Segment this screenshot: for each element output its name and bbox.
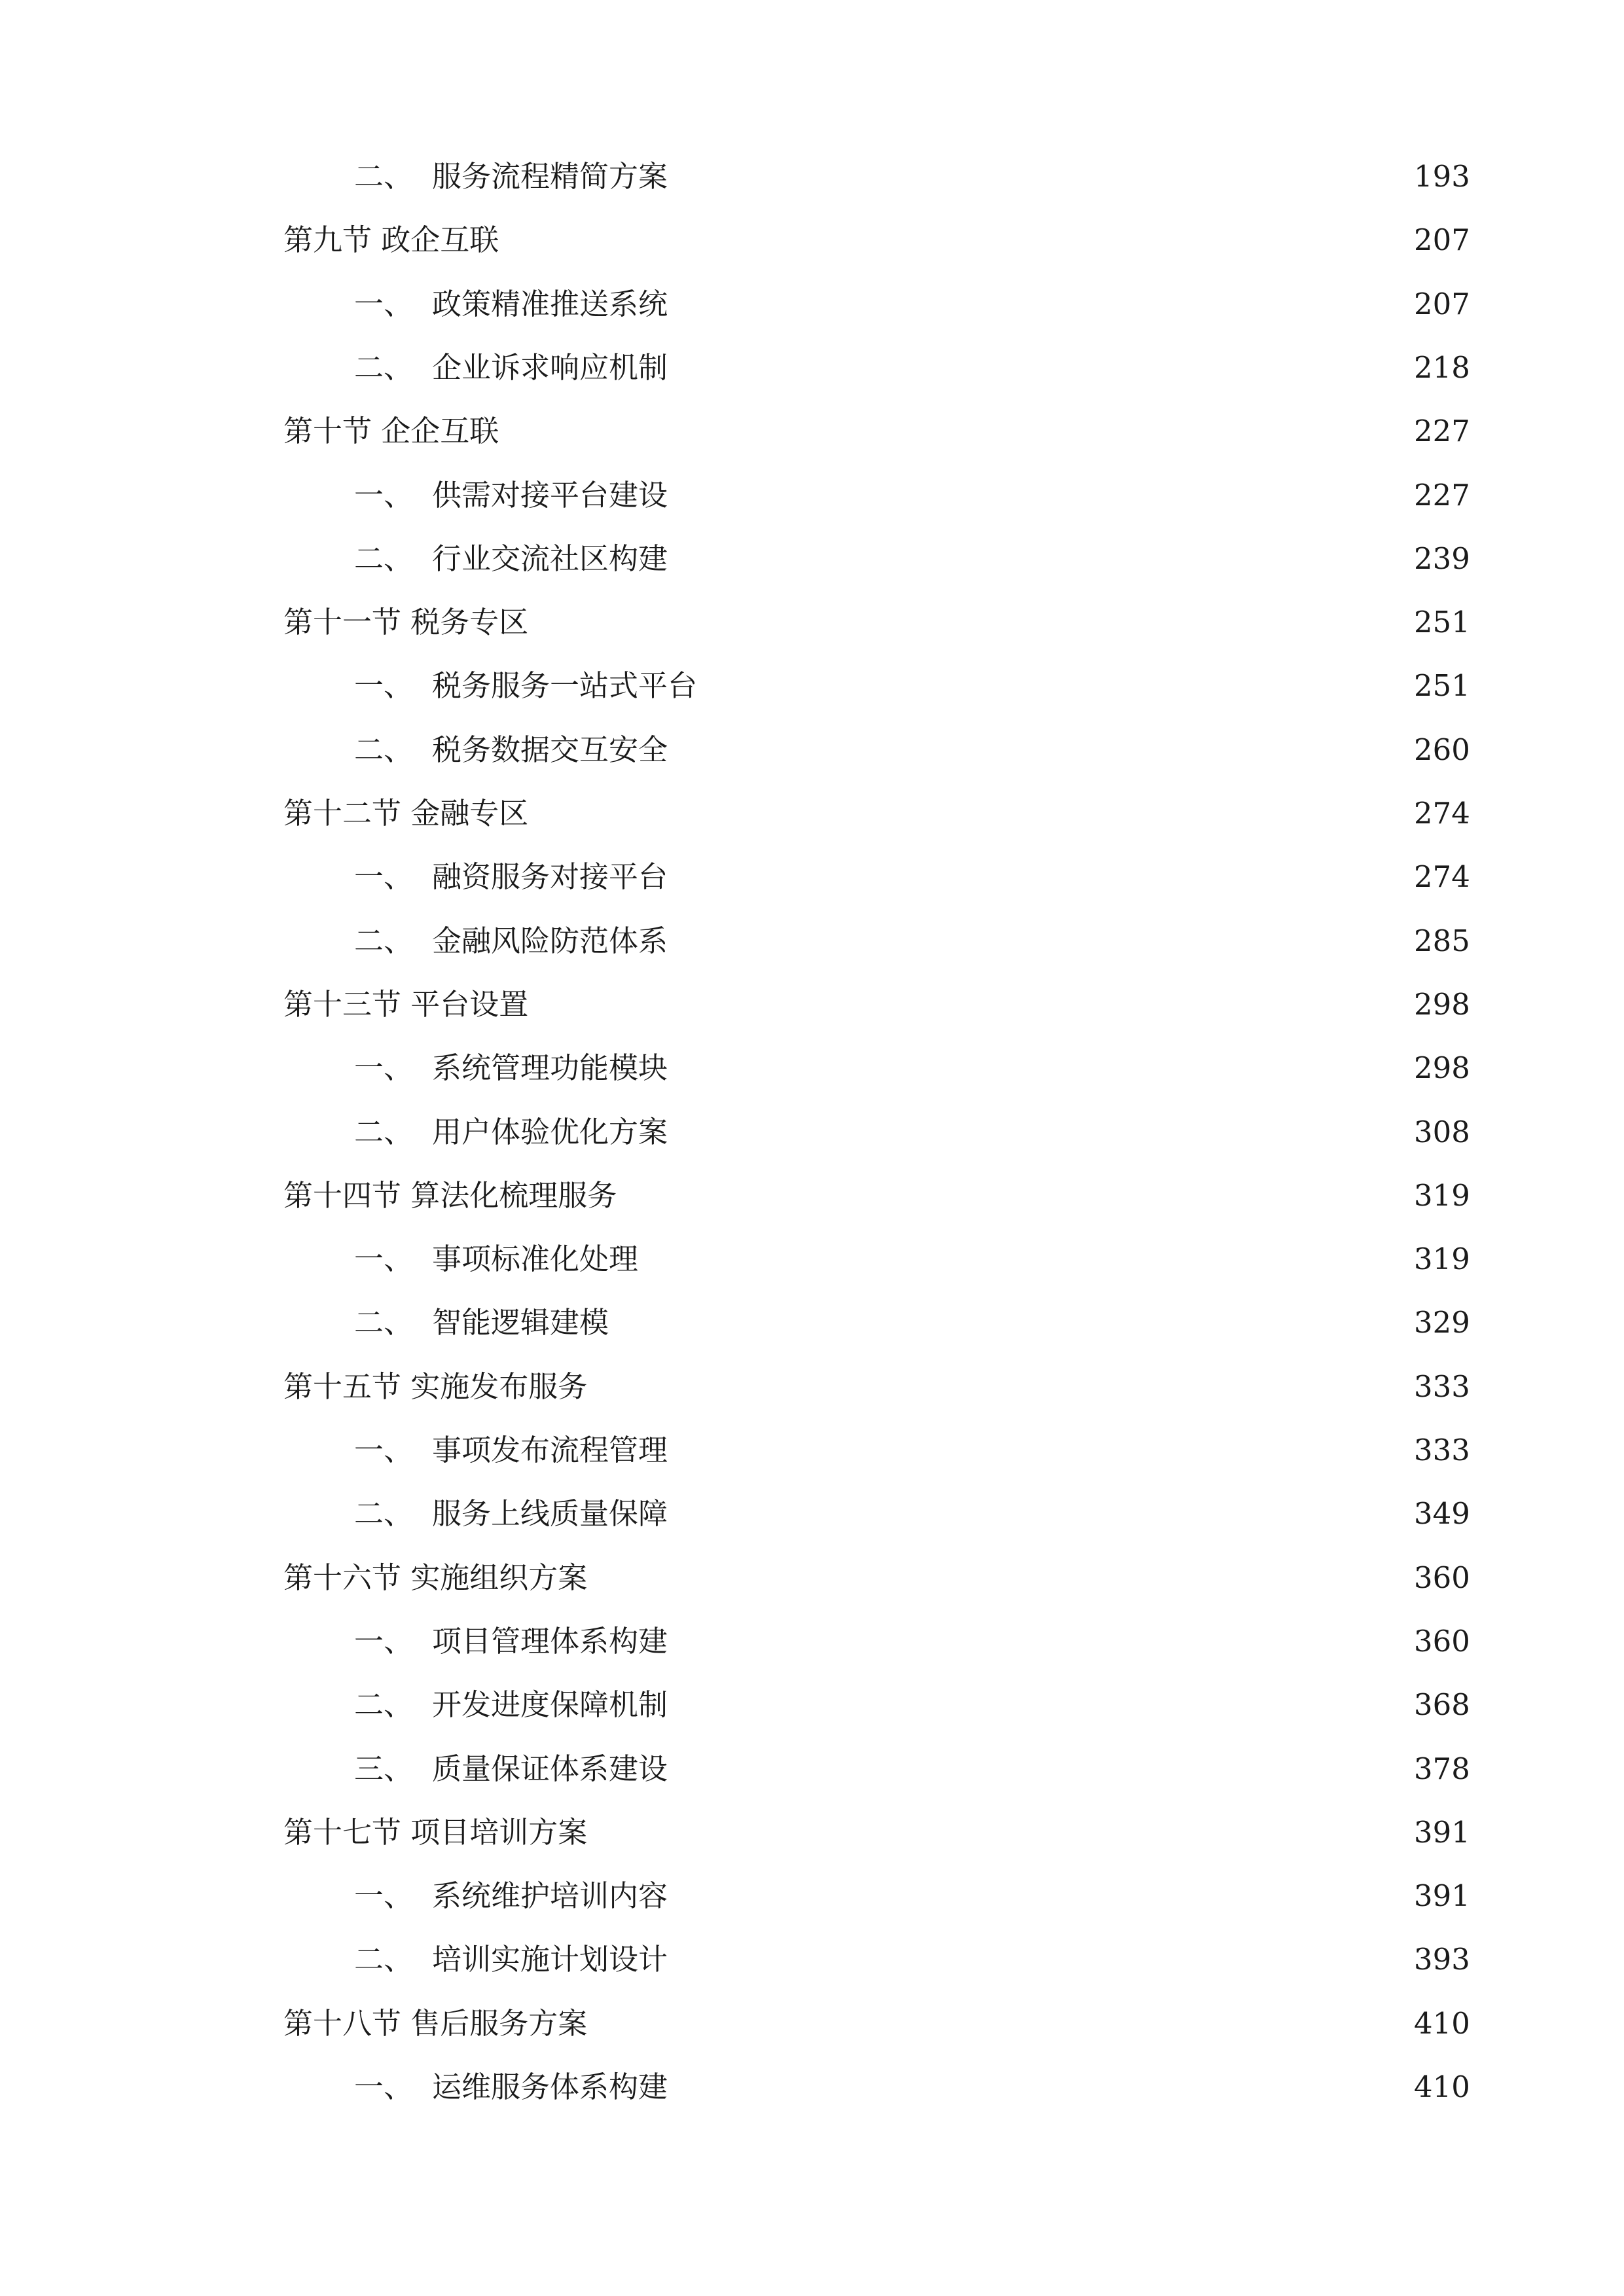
toc-subsection-entry[interactable] (283, 1937, 1470, 1982)
toc-subsection-entry[interactable] (283, 281, 1470, 327)
toc-subsection-entry[interactable] (283, 1619, 1470, 1664)
toc-entry-page-number: 360 (1414, 1624, 1470, 1659)
toc-entry-page-number: 410 (1414, 2070, 1470, 2104)
toc-entry-page-number: 333 (1414, 1433, 1470, 1467)
toc-dot-leader (678, 1109, 1410, 1155)
toc-entry-title: 供需对接平台建设 (432, 478, 668, 512)
toc-entry-page-number: 274 (1414, 796, 1470, 831)
toc-section-entry[interactable] (283, 1555, 1470, 1601)
toc-entry-page-number: 274 (1414, 859, 1470, 894)
toc-entry-page-number: 329 (1414, 1305, 1470, 1340)
toc-subsection-entry[interactable] (283, 854, 1470, 900)
toc-entry-title: 第十五节 实施发布服务 (283, 1369, 588, 1404)
toc-entry-page-number: 207 (1414, 287, 1470, 321)
toc-dot-leader (678, 473, 1410, 518)
toc-entry-title: 金融风险防范体系 (432, 924, 668, 958)
toc-entry-number: 一、 (354, 287, 414, 321)
toc-dot-leader (678, 1491, 1410, 1537)
toc-entry-page-number: 319 (1414, 1242, 1470, 1276)
toc-dot-leader (598, 1810, 1410, 1856)
toc-entry-number: 一、 (354, 1878, 414, 1913)
toc-dot-leader (678, 727, 1410, 773)
toc-entry-page-number: 251 (1414, 668, 1470, 703)
toc-section-entry[interactable] (283, 408, 1470, 454)
toc-dot-leader (678, 918, 1410, 964)
toc-dot-leader (678, 154, 1410, 200)
toc-entry-page-number: 193 (1414, 159, 1470, 194)
toc-entry-number: 二、 (354, 159, 414, 194)
toc-dot-leader (678, 345, 1410, 391)
toc-entry-number: 一、 (354, 668, 414, 703)
toc-entry-number: 三、 (354, 1751, 414, 1786)
toc-section-entry[interactable] (283, 791, 1470, 836)
toc-entry-page-number: 251 (1414, 605, 1470, 639)
toc-entry-title: 税务数据交互安全 (432, 732, 668, 767)
toc-dot-leader (708, 663, 1410, 709)
toc-entry-page-number: 239 (1414, 541, 1470, 576)
toc-subsection-entry[interactable] (283, 1491, 1470, 1537)
toc-entry-page-number: 298 (1414, 1050, 1470, 1085)
toc-subsection-entry[interactable] (283, 1746, 1470, 1792)
toc-entry-title: 融资服务对接平台 (432, 859, 668, 894)
toc-entry-title: 第十节 企企互联 (283, 414, 499, 448)
toc-entry-title: 系统维护培训内容 (432, 1878, 668, 1913)
toc-entry-page-number: 391 (1414, 1815, 1470, 1850)
toc-entry-page-number: 218 (1414, 350, 1470, 385)
toc-subsection-entry[interactable] (283, 345, 1470, 391)
toc-dot-leader (678, 1682, 1410, 1728)
toc-dot-leader (649, 1236, 1410, 1282)
toc-subsection-entry[interactable] (283, 663, 1470, 709)
toc-subsection-entry[interactable] (283, 1236, 1470, 1282)
toc-dot-leader (509, 217, 1410, 263)
toc-entry-title: 第十三节 平台设置 (283, 987, 529, 1022)
toc-subsection-entry[interactable] (283, 536, 1470, 582)
toc-entry-number: 二、 (354, 1942, 414, 1977)
toc-section-entry[interactable] (283, 217, 1470, 263)
toc-subsection-entry[interactable] (283, 1109, 1470, 1155)
toc-subsection-entry[interactable] (283, 727, 1470, 773)
toc-entry-number: 二、 (354, 541, 414, 576)
toc-dot-leader (678, 1746, 1410, 1792)
toc-dot-leader (598, 1364, 1410, 1410)
toc-entry-page-number: 333 (1414, 1369, 1470, 1404)
toc-dot-leader (678, 1937, 1410, 1982)
toc-entry-title: 服务流程精简方案 (432, 159, 668, 194)
toc-entry-title: 企业诉求响应机制 (432, 350, 668, 385)
toc-entry-page-number: 349 (1414, 1496, 1470, 1531)
toc-entry-number: 一、 (354, 2070, 414, 2104)
toc-subsection-entry[interactable] (283, 154, 1470, 200)
toc-subsection-entry[interactable] (283, 1682, 1470, 1728)
toc-subsection-entry[interactable] (283, 1045, 1470, 1091)
toc-entry-title: 项目管理体系构建 (432, 1624, 668, 1659)
toc-entry-title: 第九节 政企互联 (283, 223, 499, 257)
toc-entry-title: 税务服务一站式平台 (432, 668, 698, 703)
toc-dot-leader (509, 408, 1410, 454)
toc-entry-title: 第十六节 实施组织方案 (283, 1560, 588, 1595)
toc-entry-page-number: 410 (1414, 2006, 1470, 2041)
toc-entry-number: 二、 (354, 1305, 414, 1340)
toc-entry-page-number: 260 (1414, 732, 1470, 767)
toc-entry-title: 政策精准推送系统 (432, 287, 668, 321)
toc-entry-title: 第十八节 售后服务方案 (283, 2006, 588, 2041)
toc-section-entry[interactable] (283, 1810, 1470, 1856)
toc-entry-page-number: 308 (1414, 1115, 1470, 1149)
toc-entry-title: 质量保证体系建设 (432, 1751, 668, 1786)
toc-dot-leader (598, 2001, 1410, 2047)
toc-entry-title: 事项发布流程管理 (432, 1433, 668, 1467)
toc-entry-title: 系统管理功能模块 (432, 1050, 668, 1085)
toc-entry-number: 二、 (354, 350, 414, 385)
toc-entry-title: 第十七节 项目培训方案 (283, 1815, 588, 1850)
toc-subsection-entry[interactable] (283, 1300, 1470, 1346)
toc-section-entry[interactable] (283, 982, 1470, 1028)
toc-dot-leader (539, 791, 1410, 836)
toc-entry-number: 一、 (354, 1433, 414, 1467)
toc-entry-title: 培训实施计划设计 (432, 1942, 668, 1977)
toc-dot-leader (678, 281, 1410, 327)
toc-subsection-entry[interactable] (283, 918, 1470, 964)
toc-section-entry[interactable] (283, 2001, 1470, 2047)
toc-entry-title: 开发进度保障机制 (432, 1687, 668, 1722)
toc-dot-leader (678, 536, 1410, 582)
toc-entry-page-number: 285 (1414, 924, 1470, 958)
toc-section-entry[interactable] (283, 600, 1470, 645)
toc-entry-number: 一、 (354, 1242, 414, 1276)
toc-entry-page-number: 393 (1414, 1942, 1470, 1977)
toc-entry-page-number: 207 (1414, 223, 1470, 257)
toc-entry-page-number: 368 (1414, 1687, 1470, 1722)
toc-entry-page-number: 360 (1414, 1560, 1470, 1595)
toc-subsection-entry[interactable] (283, 2064, 1470, 2110)
toc-dot-leader (678, 1045, 1410, 1091)
toc-subsection-entry[interactable] (283, 1873, 1470, 1919)
toc-dot-leader (678, 1619, 1410, 1664)
toc-subsection-entry[interactable] (283, 1427, 1470, 1473)
toc-section-entry[interactable] (283, 1364, 1470, 1410)
toc-dot-leader (678, 854, 1410, 900)
toc-entry-page-number: 378 (1414, 1751, 1470, 1786)
toc-entry-title: 运维服务体系构建 (432, 2070, 668, 2104)
toc-entry-page-number: 319 (1414, 1178, 1470, 1213)
toc-dot-leader (539, 600, 1410, 645)
toc-entry-title: 第十二节 金融专区 (283, 796, 529, 831)
toc-entry-number: 一、 (354, 478, 414, 512)
toc-entry-number: 二、 (354, 1687, 414, 1722)
toc-subsection-entry[interactable] (283, 473, 1470, 518)
toc-dot-leader (678, 1873, 1410, 1919)
toc-dot-leader (598, 1555, 1410, 1601)
toc-dot-leader (619, 1300, 1410, 1346)
toc-dot-leader (678, 2064, 1410, 2110)
toc-entry-page-number: 227 (1414, 414, 1470, 448)
toc-entry-title: 事项标准化处理 (432, 1242, 639, 1276)
toc-entry-number: 二、 (354, 1115, 414, 1149)
toc-entry-page-number: 391 (1414, 1878, 1470, 1913)
toc-entry-number: 一、 (354, 1050, 414, 1085)
toc-entry-title: 服务上线质量保障 (432, 1496, 668, 1531)
toc-entry-number: 一、 (354, 859, 414, 894)
toc-entry-title: 行业交流社区构建 (432, 541, 668, 576)
toc-section-entry[interactable] (283, 1173, 1470, 1219)
toc-entry-number: 二、 (354, 732, 414, 767)
toc-entry-page-number: 298 (1414, 987, 1470, 1022)
toc-entry-title: 第十四节 算法化梳理服务 (283, 1178, 617, 1213)
toc-dot-leader (539, 982, 1410, 1028)
toc-dot-leader (678, 1427, 1410, 1473)
toc-entry-number: 二、 (354, 924, 414, 958)
toc-entry-page-number: 227 (1414, 478, 1470, 512)
toc-entry-number: 一、 (354, 1624, 414, 1659)
toc-entry-title: 智能逻辑建模 (432, 1305, 609, 1340)
toc-entry-title: 用户体验优化方案 (432, 1115, 668, 1149)
toc-dot-leader (627, 1173, 1410, 1219)
toc-entry-number: 二、 (354, 1496, 414, 1531)
toc-entry-title: 第十一节 税务专区 (283, 605, 529, 639)
